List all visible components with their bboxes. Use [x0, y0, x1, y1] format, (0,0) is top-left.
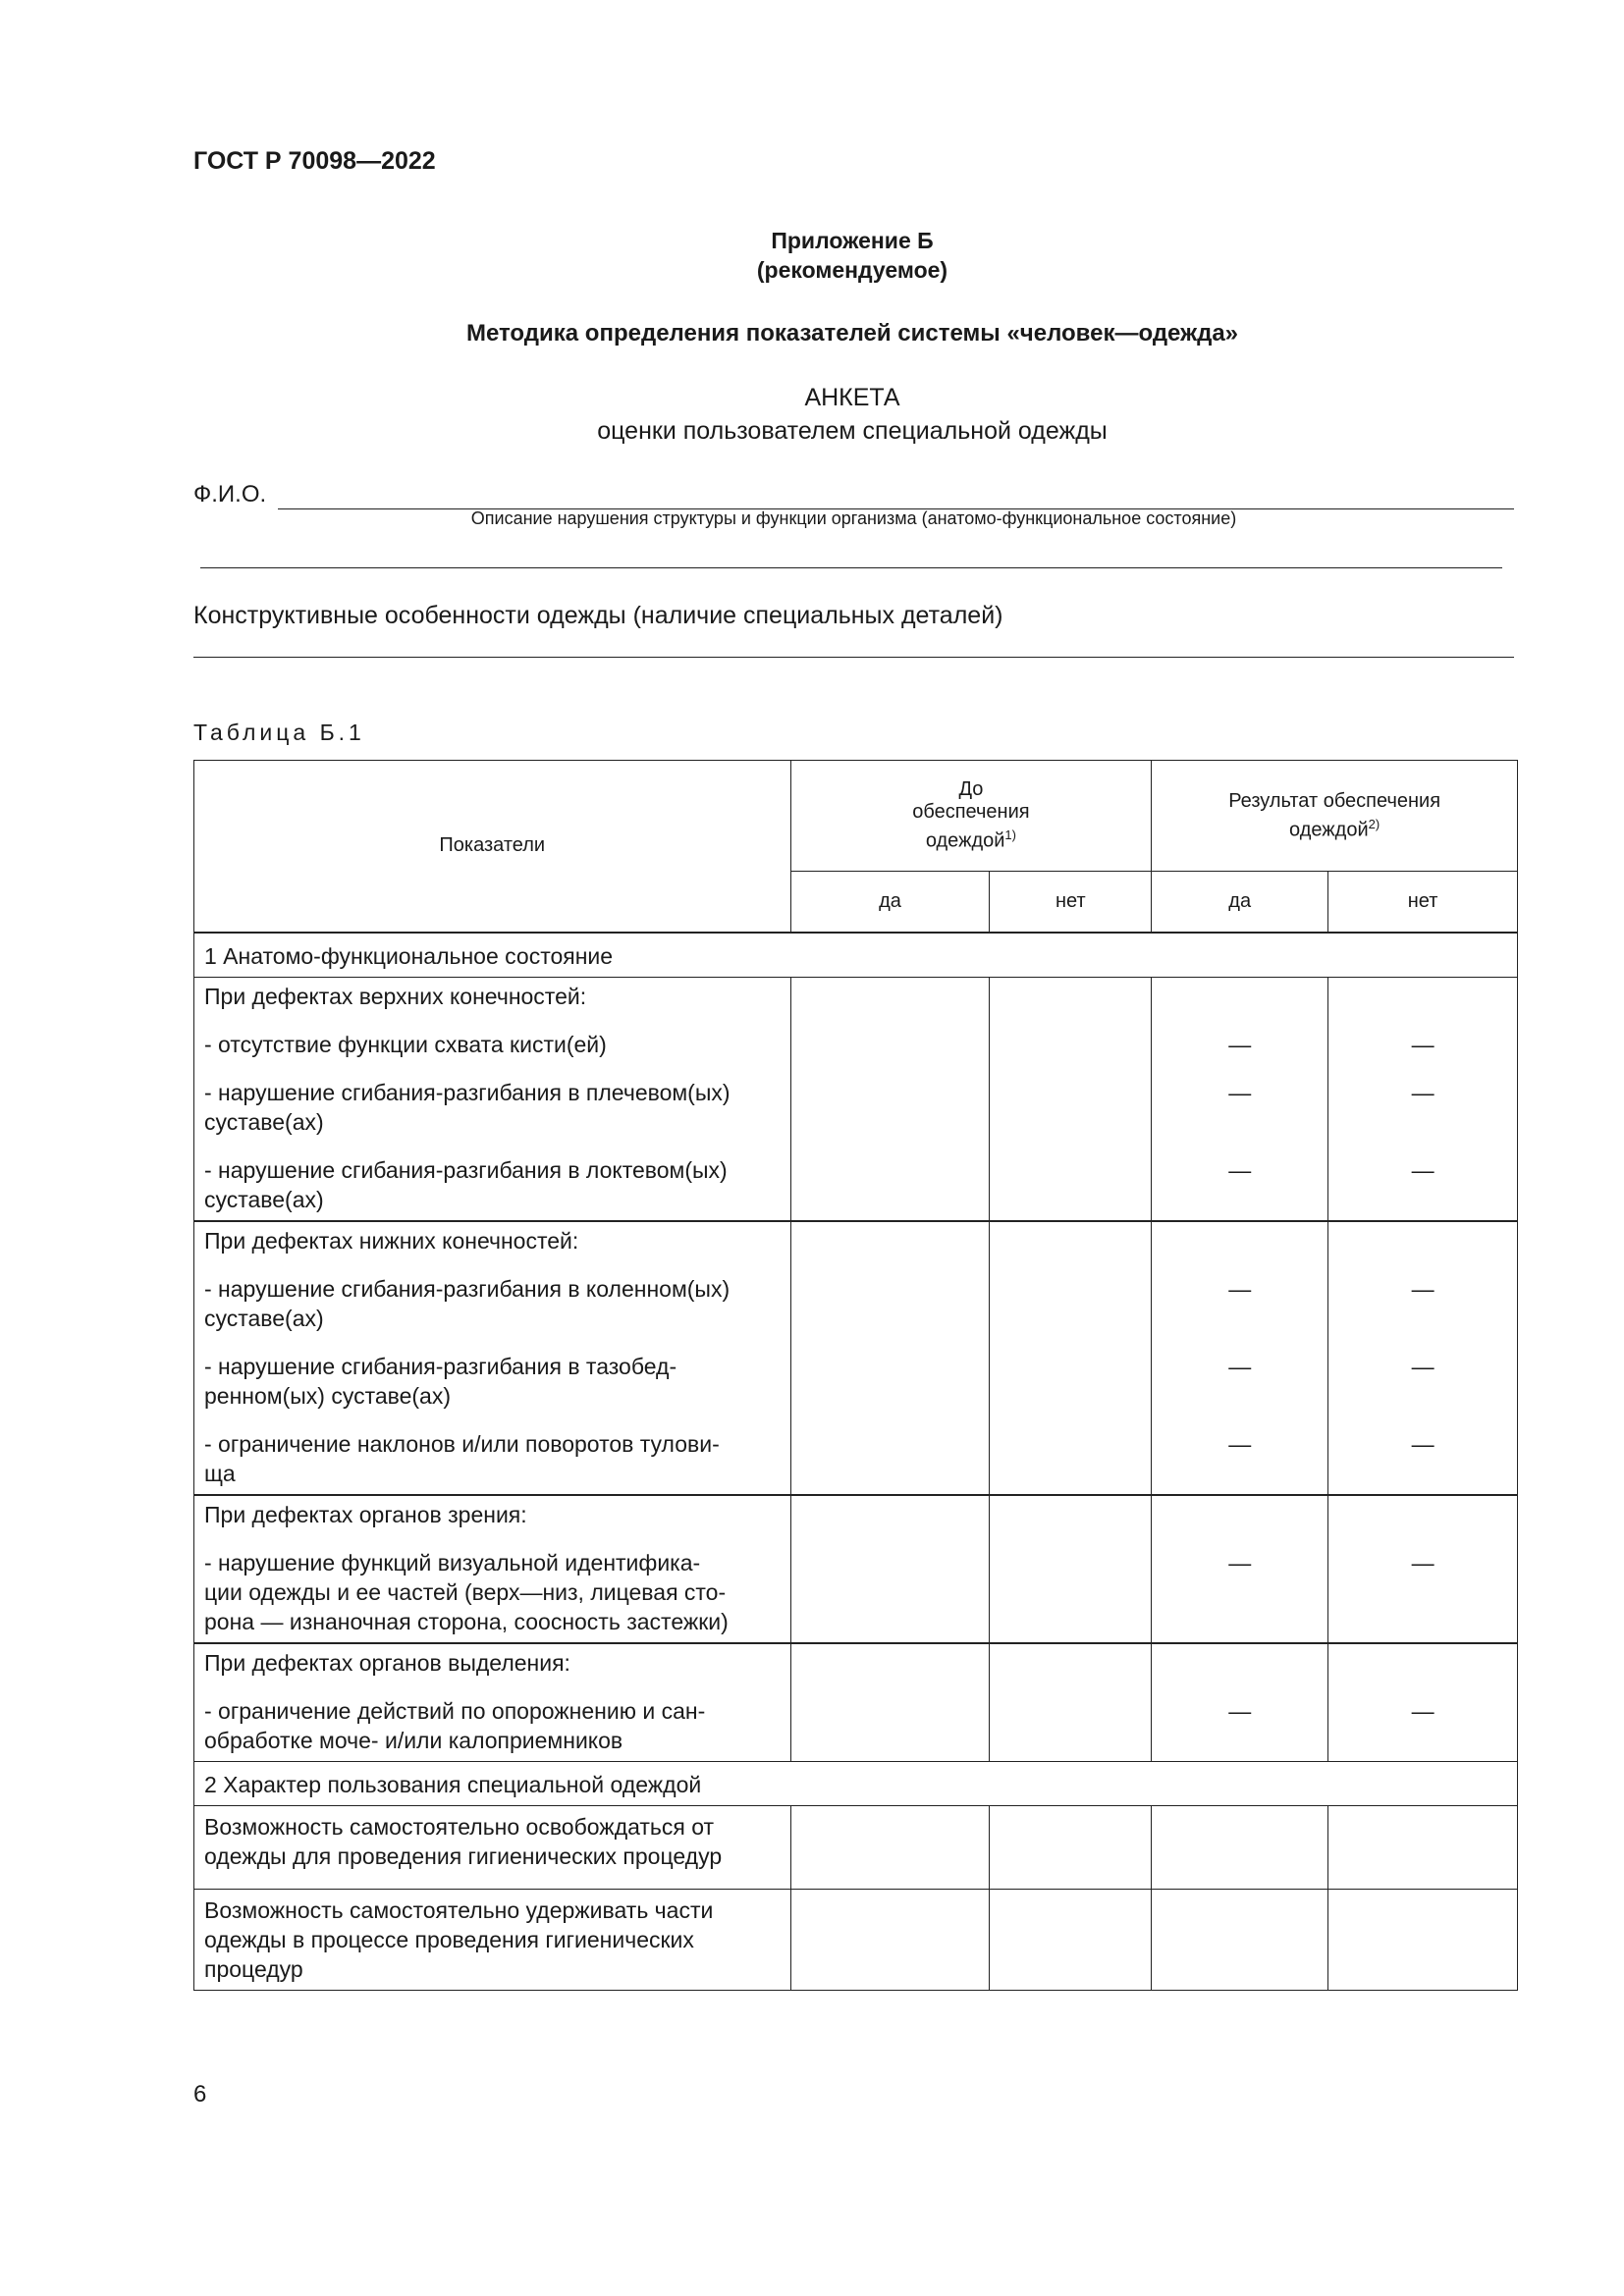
result-yes-cell[interactable]: —: [1152, 1495, 1328, 1643]
fio-label: Ф.И.О.: [193, 481, 267, 507]
answer-cell[interactable]: [1152, 1889, 1328, 1990]
section-usage: 2 Характер пользования специальной одеждой: [194, 1761, 1518, 1805]
answer-cell[interactable]: [790, 1889, 990, 1990]
page-number: 6: [193, 2081, 207, 2108]
group-lower-limbs: При дефектах нижних конечностей: - нарушение сгибания-разгибания в коленном(ых) суставе(ах) - нарушение сгибания-разгибания в тазобед- ренном(ых) суставе(ах) - ограничение наклонов и/или поворотов тулови- ща: [194, 1221, 791, 1495]
footnote-ref: 1): [1004, 828, 1016, 843]
header-before: До обеспечения одеждой$^{1)}$: [790, 761, 1152, 872]
result-no-cell[interactable]: —: [1328, 1495, 1518, 1643]
method-title: Методика определения показателей системы «человек—одежда»: [465, 320, 1239, 347]
footnote-ref: 2): [1368, 816, 1380, 831]
answer-cell[interactable]: [990, 1495, 1152, 1643]
appendix-subtitle: (рекомендуемое): [756, 257, 948, 283]
answer-cell[interactable]: [990, 977, 1152, 1221]
fio-caption: Описание нарушения структуры и функции организма (анатомо-функциональное состояние): [470, 508, 1237, 528]
result-yes-cell[interactable]: —: [1152, 1643, 1328, 1762]
result-no-cell[interactable]: — — —: [1328, 1221, 1518, 1495]
result-no-cell[interactable]: —: [1328, 1643, 1518, 1762]
form-heading: [193, 381, 1511, 448]
answer-cell[interactable]: [1328, 1805, 1518, 1889]
appendix-title: Приложение Б: [771, 228, 934, 253]
answer-cell[interactable]: [790, 1805, 990, 1889]
answer-cell[interactable]: [790, 1495, 990, 1643]
table-row: [194, 1805, 1518, 1889]
answer-cell[interactable]: [1152, 1805, 1328, 1889]
header-indicators: Показатели: [194, 761, 791, 933]
answer-cell[interactable]: [790, 977, 990, 1221]
result-yes-cell[interactable]: — — —: [1152, 977, 1328, 1221]
table-row: [194, 1889, 1518, 1990]
table-row: [194, 977, 1518, 1221]
document-code: ГОСТ Р 70098—2022: [193, 147, 436, 175]
form-title: АНКЕТА: [804, 384, 900, 411]
condition-fill-line[interactable]: [200, 567, 1502, 568]
section-row: [194, 1761, 1518, 1805]
result-yes-cell[interactable]: — — —: [1152, 1221, 1328, 1495]
answer-cell[interactable]: [790, 1643, 990, 1762]
header-result-no: нет: [1328, 872, 1518, 933]
form-subtitle: оценки пользователем специальной одежды: [597, 417, 1108, 445]
group-excretion: При дефектах органов выделения: - ограничение действий по опорожнению и сан- обработке моче- и/или калоприемников: [194, 1643, 791, 1762]
header-result-yes: да: [1152, 872, 1328, 933]
table-caption: Таблица Б.1: [193, 720, 365, 745]
table-row: [194, 1221, 1518, 1495]
header-before-yes: да: [790, 872, 990, 933]
table-row: [194, 1643, 1518, 1762]
appendix-heading: [193, 226, 1511, 285]
answer-cell[interactable]: [990, 1889, 1152, 1990]
usage-row-1: Возможность самостоятельно освобождаться от одежды для проведения гигиенических процедур: [194, 1805, 791, 1889]
design-features-label: Конструктивные особенности одежды (наличие специальных деталей): [193, 602, 1003, 629]
section-row: [194, 933, 1518, 978]
answer-cell[interactable]: [790, 1221, 990, 1495]
answer-cell[interactable]: [990, 1643, 1152, 1762]
usage-row-2: Возможность самостоятельно удерживать части одежды в процессе проведения гигиенических процедур: [194, 1889, 791, 1990]
group-vision: При дефектах органов зрения: - нарушение функций визуальной идентифика- ции одежды и ее частей (верх—низ, лицевая сто- рона — изнаночная сторона, соосность застежки): [194, 1495, 791, 1643]
table-header-row: [194, 761, 1518, 872]
header-before-no: нет: [990, 872, 1152, 933]
table-row: [194, 1495, 1518, 1643]
answer-cell[interactable]: [990, 1805, 1152, 1889]
header-result: Результат обеспечения одеждой$^{2)}$: [1152, 761, 1518, 872]
section-anatomy: 1 Анатомо-функциональное состояние: [194, 933, 1518, 978]
design-features-fill-line[interactable]: [193, 657, 1514, 658]
group-upper-limbs: При дефектах верхних конечностей: - отсутствие функции схвата кисти(ей) - нарушение сгибания-разгибания в плечевом(ых) суставе(ах) - нарушение сгибания-разгибания в локтевом(ых) суставе(ах): [194, 977, 791, 1221]
answer-cell[interactable]: [1328, 1889, 1518, 1990]
questionnaire-table: [193, 760, 1518, 1991]
result-no-cell[interactable]: — — —: [1328, 977, 1518, 1221]
answer-cell[interactable]: [990, 1221, 1152, 1495]
